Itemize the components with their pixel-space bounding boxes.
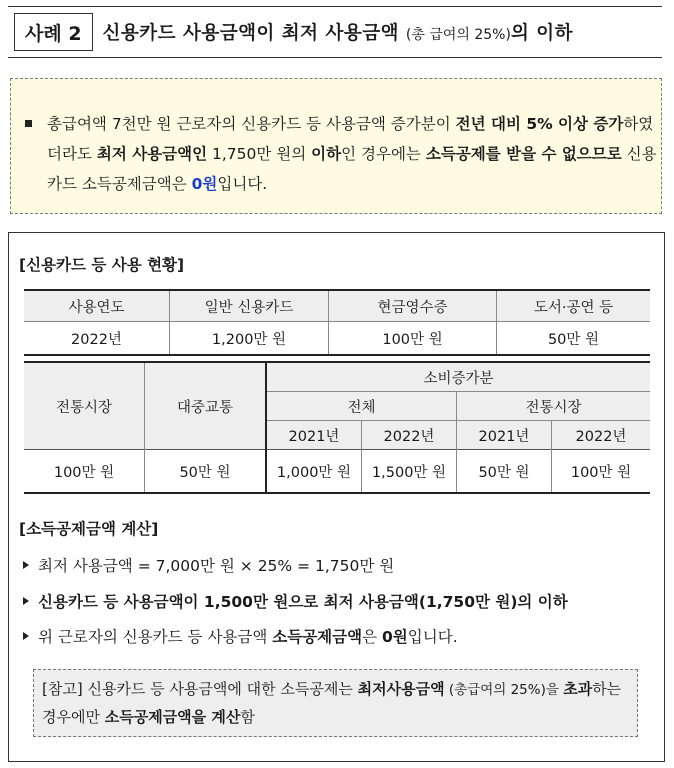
note-bold: 초과 <box>563 680 593 698</box>
table-header: 2022년 <box>362 421 457 450</box>
reference-note <box>33 669 638 737</box>
table-header-row <box>24 362 650 392</box>
calc-text: 신용카드 등 사용금액이 1,500만 원으로 최저 사용금액(1,750만 원)의 이하 <box>38 593 568 611</box>
summary-text <box>47 109 657 199</box>
table-row <box>24 450 650 494</box>
table-header: 2022년 <box>552 421 651 450</box>
note-text <box>42 676 632 731</box>
table-header: 현금영수증 <box>329 290 497 322</box>
summary-box <box>10 78 662 214</box>
summary-bold: 이하 <box>311 145 342 163</box>
note-bold: 소득공제금액을 계산 <box>104 708 241 726</box>
note-part: [참고] 신용카드 등 사용금액에 대한 소득공제는 <box>42 680 358 698</box>
calc-text: 은 <box>362 628 383 646</box>
table-header: 소비증가분 <box>266 362 650 392</box>
calc-text: 소득공제금액 <box>272 628 363 646</box>
calc-line-3 <box>23 625 458 647</box>
table-cell: 50만 원 <box>497 322 651 356</box>
triangle-bullet-icon <box>23 597 29 605</box>
summary-bold: 전년 대비 5% 이상 증가 <box>455 115 624 133</box>
table-cell: 1,500만 원 <box>362 450 457 494</box>
title-paren: (총 급여의 25%) <box>405 27 511 43</box>
detail-box <box>8 232 665 762</box>
table-cell: 1,200만 원 <box>170 322 329 356</box>
summary-bold: 소득공제를 받을 수 없으므로 <box>425 145 622 163</box>
table-cell: 50만 원 <box>145 450 267 494</box>
table-header: 전통시장 <box>457 392 651 421</box>
table-cell: 100만 원 <box>24 450 145 494</box>
summary-zero-amount: 0원 <box>191 175 218 193</box>
note-part: (총급여의 25%)을 <box>444 682 564 698</box>
usage-table-1 <box>24 289 650 356</box>
title-main-text: 신용카드 사용금액이 최저 사용금액 <box>102 23 399 44</box>
summary-part: 신용카드 소득공제금액은 <box>47 145 657 193</box>
table-cell: 1,000만 원 <box>266 450 362 494</box>
table-header-row <box>24 290 650 322</box>
calc-text: 0원 <box>382 628 408 646</box>
usage-section-title: [신용카드 등 사용 현황] <box>19 256 185 274</box>
table-header: 일반 신용카드 <box>170 290 329 322</box>
summary-bold: 최저 사용금액인 <box>96 145 208 163</box>
summary-part: 총급여액 7천만 원 근로자의 신용카드 등 사용금액 증가분이 <box>47 115 456 133</box>
note-bold: 최저사용금액 <box>357 680 445 698</box>
page-title <box>103 19 573 45</box>
calc-line-1 <box>23 554 394 576</box>
table-header: 2021년 <box>266 421 362 450</box>
title-bar <box>8 6 662 58</box>
table-cell: 100만 원 <box>329 322 497 356</box>
summary-part: 1,750만 원의 <box>207 145 312 163</box>
note-part: 함 <box>240 708 255 726</box>
note-part: 하는 경우에만 <box>42 680 622 726</box>
summary-part: 하였더라도 <box>47 115 654 163</box>
table-header: 2021년 <box>457 421 552 450</box>
title-suffix: 의 이하 <box>510 23 573 44</box>
summary-part: 입니다. <box>217 175 268 193</box>
case-label: 사례 2 <box>14 13 93 51</box>
usage-table-2 <box>24 361 650 494</box>
table-cell: 100만 원 <box>552 450 651 494</box>
table-row <box>24 322 650 356</box>
table-cell: 50만 원 <box>457 450 552 494</box>
calc-text: 위 근로자의 신용카드 등 사용금액 <box>38 628 273 646</box>
table-header: 사용연도 <box>24 290 170 322</box>
table-header: 대중교통 <box>145 362 267 450</box>
triangle-bullet-icon <box>23 632 29 640</box>
summary-part: 인 경우에는 <box>341 145 426 163</box>
square-bullet-icon <box>25 120 32 127</box>
calc-text: 최저 사용금액 = 7,000만 원 × 25% = 1,750만 원 <box>38 557 395 575</box>
table-header: 전통시장 <box>24 362 145 450</box>
table-header: 전체 <box>266 392 457 421</box>
triangle-bullet-icon <box>23 561 29 569</box>
calc-line-2 <box>23 590 568 612</box>
calc-section-title: [소득공제금액 계산] <box>19 520 159 538</box>
table-cell: 2022년 <box>24 322 170 356</box>
table-header: 도서·공연 등 <box>497 290 651 322</box>
calc-text: 입니다. <box>407 628 458 646</box>
